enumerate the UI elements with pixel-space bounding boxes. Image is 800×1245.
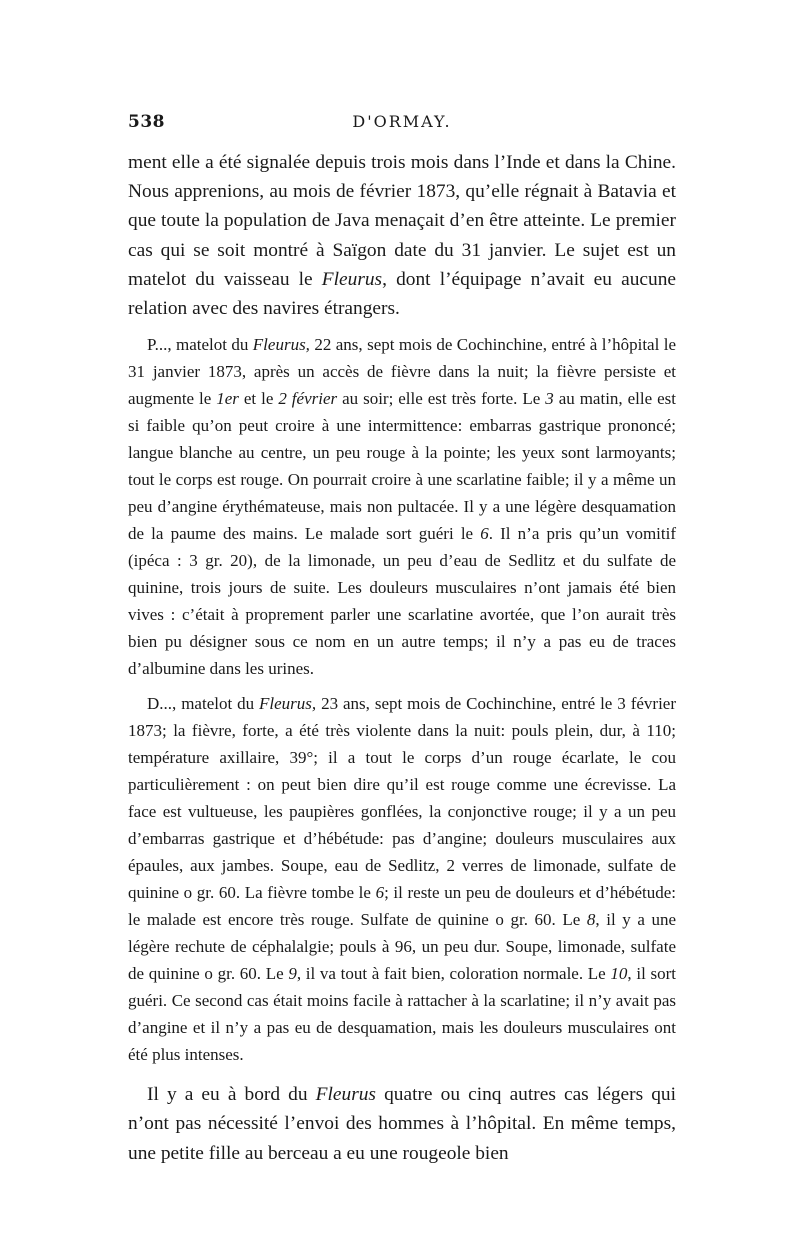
italic-text: 6 [480,524,489,544]
italic-text: 8 [586,910,596,930]
paragraph-case-d [128,690,676,1068]
text-run: 23 ans, sept mois de Cochinchine, entré le 3 février 1873; la fièvre, forte, a été très violente dans la nuit: pouls plein, dur, à 110; température axillaire, 39°; il a tout le corps d’un rouge écarlate, le cou particulièrement : on peut bien dire qu’il est rouge comme une écrevisse. La face est vultueuse, les paupières gonflées, la conjonctive rouge; il y a un peu d’embarras gastrique et d’hébétude: pas d’angine; douleurs musculaires aux épaules, aux jambes. Soupe, eau de Sedlitz, 2 verres de limonade, sulfate de quinine o gr. 60. La fièvre tombe le [128,694,676,903]
italic-text: Fleurus [321,268,383,290]
text-run: , il y a une légère rechute de céphalalgie; pouls à 96, un peu dur. Soupe, limonade, sulfate de quinine o gr. 60. Le [128,910,676,984]
italic-text: 2 février [278,389,338,409]
page-number: 538 [128,112,165,132]
body-text [128,148,676,1168]
text-run: et le [238,389,279,409]
running-head: D'ORMAY. [352,112,452,131]
italic-text: 6 [375,883,385,903]
text-run: au matin, elle est si faible qu’on peut croire à une intermittence: embarras gastrique prononcé; langue blanche au centre, un peu rouge à la pointe; les yeux sont larmoyants; tout le corps est rouge. On pourrait croire à une scarlatine faible; il y a même un peu d’angine érythémateuse, mais non pultacée. Il y a une légère desquamation de la paume des mains. Le malade sort guéri le [128,389,676,544]
paragraph-case-p [128,331,676,682]
paragraph-closing [128,1080,676,1168]
italic-text: Fleurus, [259,694,317,714]
italic-text: Fleurus, [252,335,310,355]
italic-text: 1er [216,389,239,409]
italic-text: Fleurus [315,1084,376,1106]
text-run: au soir; elle est très forte. Le [337,389,546,409]
italic-text: 10 [610,964,628,984]
paragraph-intro [128,148,676,323]
text-run: . Il n’a pris qu’un vomitif (ipéca : 3 gr. 20), de la limonade, un peu d’eau de Sedlitz et du sulfate de quinine, trois jours de suite. Les douleurs musculaires n’ont jamais été bien vives : c’était à proprement parler une scarlatine avortée, que l’on aurait très bien pu désigner sous ce nom en un autre temps; il n’y a pas eu de traces d’albumine dans les urines. [128,524,676,679]
text-run: Il y a eu à bord du [147,1084,316,1106]
text-run: , il sort guéri. Ce second cas était moins facile à rattacher à la scarlatine; il n’y avait pas d’angine et il n’y a pas eu de desquamation, mais les douleurs musculaires ont été plus intenses. [128,964,676,1065]
italic-text: 3 [545,389,554,409]
italic-text: 9 [288,964,297,984]
text-run: ment elle a été signalée depuis trois mois dans l’Inde et dans la Chine. Nous apprenions, au mois de février 1873, qu’elle régnait à Batavia et que toute la population de Java menaçait d’en être atteinte. Le premier cas qui se soit montré à Saïgon date du 31 janvier. Le sujet est un matelot du vaisseau le [128,152,676,290]
text-run: quatre ou cinq autres cas légers qui n’ont pas nécessité l’envoi des hommes à l’hôpital. En même temps, une petite fille au berceau a eu une rougeole bien [128,1084,676,1164]
text-run: ; il reste un peu de douleurs et d’hébétude: le malade est encore très rouge. Sulfate de quinine o gr. 60. Le [128,883,676,930]
text-run: , dont l’équipage n’avait eu aucune relation avec des navires étrangers. [128,268,676,320]
page-header [128,112,676,136]
text-run: P..., matelot du [147,335,253,355]
text-run: 22 ans, sept mois de Cochinchine, entré à l’hôpital le 31 janvier 1873, après un accès de fièvre dans la nuit; la fièvre persiste et augmente le [128,335,676,409]
text-run: , il va tout à fait bien, coloration normale. Le [296,964,611,984]
text-run: D..., matelot du [147,694,260,714]
